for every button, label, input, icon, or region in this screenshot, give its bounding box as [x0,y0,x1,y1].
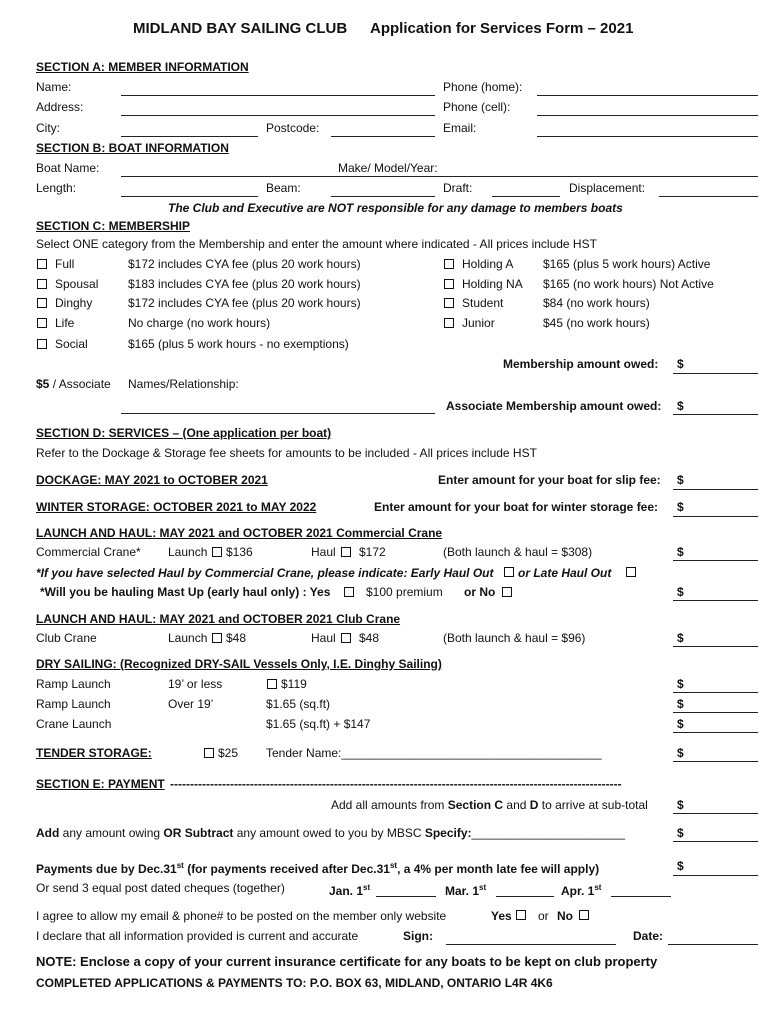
declare-text: I declare that all information provided is current and accurate [36,929,359,943]
mast-premium: $100 premium [366,585,443,599]
jan-sup: st [363,883,371,892]
associate-text: / Associate [49,377,111,391]
dry-row-1-amount-field[interactable] [673,692,758,693]
student-checkbox[interactable] [444,298,454,308]
holding-na-desc: $165 (no work hours) Not Active [543,277,714,291]
commercial-haul-price: $172 [359,545,386,559]
phone-home-field[interactable] [537,95,758,96]
commercial-launch-checkbox[interactable] [212,547,222,557]
mar-label [445,881,486,898]
winter-amount-field[interactable] [673,516,758,517]
dry-row-1-size: 19’ or less [168,677,223,691]
agree-yes-label: Yes [491,909,512,923]
section-d-title: SECTION D: SERVICES – (One application per boat) [36,426,332,440]
agree-text: I agree to allow my email & phone# to be posted on the member only website [36,909,447,923]
associate-dollar: $ [677,399,684,413]
mast-yes-checkbox[interactable] [344,587,354,597]
beam-field[interactable] [331,196,435,197]
insurance-note: NOTE: Enclose a copy of your current insurance certificate for any boats to be kept on club property [36,954,658,969]
social-desc: $165 (plus 5 work hours - no exemptions) [128,337,349,351]
commercial-crane-label: Commercial Crane* [36,545,141,559]
student-label: Student [462,296,504,310]
mar-cheque-field[interactable] [496,896,554,897]
names-relationship-field[interactable] [121,413,435,414]
due-sup: st [176,861,184,870]
life-label: Life [55,316,75,330]
displacement-field[interactable] [659,196,758,197]
club-name: MIDLAND BAY SAILING CLUB [133,20,348,37]
subtotal-pre: Add all amounts from [331,798,448,812]
social-checkbox[interactable] [37,339,47,349]
date-label: Date: [633,929,664,943]
holding-a-desc: $165 (plus 5 work hours) Active [543,257,711,271]
mast-no-label: or No [464,585,496,599]
apr-cheque-field[interactable] [611,896,671,897]
form-title: Application for Services Form – 2021 [370,20,634,37]
dockage-prompt: Enter amount for your boat for slip fee: [438,473,661,487]
tender-price: $25 [218,746,239,760]
holding-a-checkbox[interactable] [444,259,454,269]
mar-sup: st [479,883,487,892]
beam-label: Beam: [266,181,301,195]
club-dollar: $ [677,631,684,645]
adjustment-mid: any amount owing [59,826,164,840]
phone-cell-label: Phone (cell): [443,100,511,114]
or-subtract-word: OR Subtract [163,826,234,840]
holding-na-label: Holding NA [462,277,523,291]
associate-label [36,377,111,391]
subtotal-section-c: Section C [447,798,504,812]
commercial-haul-checkbox[interactable] [341,547,351,557]
agree-no-label: No [557,909,573,923]
city-field[interactable] [121,136,258,137]
life-checkbox[interactable] [37,318,47,328]
postcode-field[interactable] [331,136,435,137]
displacement-label: Displacement: [569,181,646,195]
adjustment-text [36,826,625,840]
associate-price: $5 [36,377,50,391]
commercial-haul-label: Haul [311,545,336,559]
full-label: Full [55,257,75,271]
commercial-dollar: $ [677,545,684,559]
membership-dollar: $ [677,357,684,371]
subtotal-section-d: D [529,798,539,812]
dry-row-2-type: Ramp Launch [36,697,111,711]
dry-row-3-type: Crane Launch [36,717,112,731]
specify-label: Specify: [424,826,472,840]
club-launch-checkbox[interactable] [212,633,222,643]
address-field[interactable] [121,115,435,116]
club-launch-price: $48 [226,631,247,645]
commercial-launch-label: Launch [168,545,208,559]
winter-title: WINTER STORAGE: OCTOBER 2021 to MAY 2022 [36,500,317,514]
dry-sailing-title: DRY SAILING: (Recognized DRY-SAIL Vessels Only, I.E. Dinghy Sailing) [36,657,442,671]
dry-row-1-dollar: $ [677,677,684,691]
club-crane-label: Club Crane [36,631,97,645]
tender-name-field[interactable]: Tender Name:_______________________________________ [266,746,602,760]
agree-yes-checkbox[interactable] [516,910,526,920]
membership-owed-label: Membership amount owed: [503,357,659,371]
dockage-dollar: $ [677,473,684,487]
sign-label: Sign: [403,929,433,943]
boat-name-label: Boat Name: [36,161,100,175]
adjustment-amount-field[interactable] [673,841,758,842]
section-c-title: SECTION C: MEMBERSHIP [36,219,191,233]
section-b-title: SECTION B: BOAT INFORMATION [36,141,229,155]
tender-title: TENDER STORAGE: [36,746,152,760]
mar-text: Mar. 1 [445,884,480,898]
dry-row-1-price: $119 [281,677,307,691]
late-sup: st [389,861,398,870]
dry-row-1-checkbox[interactable] [267,679,277,689]
spousal-checkbox[interactable] [37,279,47,289]
winter-dollar: $ [677,500,684,514]
section-a-title: SECTION A: MEMBER INFORMATION [36,60,249,74]
jan-text: Jan. 1 [329,884,364,898]
payment-amount-field[interactable] [673,875,758,876]
subtotal-post: to arrive at sub-total [538,798,648,812]
name-field[interactable] [121,95,435,96]
dry-row-2-size: Over 19’ [168,697,214,711]
draft-field[interactable] [492,196,560,197]
commercial-amount-field[interactable] [673,560,758,561]
full-desc: $172 includes CYA fee (plus 20 work hours) [128,257,361,271]
club-amount-field[interactable] [673,646,758,647]
mast-no-checkbox[interactable] [502,587,512,597]
city-label: City: [36,121,60,135]
full-checkbox[interactable] [37,259,47,269]
late-haul-checkbox[interactable] [626,567,636,577]
agree-or: or [538,909,549,923]
disclaimer: The Club and Executive are NOT responsible for any damage to members boats [168,201,623,215]
dry-row-2-amount-field[interactable] [673,712,758,713]
dry-row-2-price: $1.65 (sq.ft) [266,697,331,711]
junior-desc: $45 (no work hours) [543,316,650,330]
dinghy-desc: $172 includes CYA fee (plus 20 work hours) [128,296,361,310]
jan-cheque-field[interactable] [376,896,436,897]
dry-row-1-type: Ramp Launch [36,677,111,691]
mast-amount-field[interactable] [673,600,758,601]
launch-haul-commercial-title: LAUNCH AND HAUL: MAY 2021 and OCTOBER 2021 Commercial Crane [36,526,443,540]
dry-row-2-dollar: $ [677,697,684,711]
agree-no-checkbox[interactable] [579,910,589,920]
spousal-desc: $183 includes CYA fee (plus 20 work hours) [128,277,361,291]
add-word: Add [36,826,60,840]
length-field[interactable] [121,196,258,197]
boat-name-field[interactable] [121,176,758,177]
draft-label: Draft: [443,181,473,195]
dry-row-3-price: $1.65 (sq.ft) + $147 [266,717,371,731]
subtotal-text [331,798,648,812]
membership-amount-field[interactable] [673,373,758,374]
cheques-label: Or send 3 equal post dated cheques (together) [36,881,285,895]
club-both-note: (Both launch & haul = $96) [443,631,586,645]
payment-dollar: $ [677,859,684,873]
early-haul-checkbox[interactable] [504,567,514,577]
section-e-title: SECTION E: PAYMENT [36,777,165,791]
life-desc: No charge (no work hours) [128,316,271,330]
signature-field[interactable] [446,944,616,945]
late-haul-label: or Late Haul Out [518,566,612,580]
phone-cell-field[interactable] [537,115,758,116]
email-label: Email: [443,121,477,135]
late-post: , a 4% per month late fee will apply) [397,862,600,876]
club-haul-checkbox[interactable] [341,633,351,643]
dry-row-3-amount-field[interactable] [673,732,758,733]
address-label: Address: [36,100,84,114]
club-haul-label: Haul [311,631,336,645]
apr-sup: st [594,883,602,892]
social-label: Social [55,337,88,351]
specify-field[interactable]: _______________________ [471,826,626,840]
club-haul-price: $48 [359,631,380,645]
payments-due [36,859,599,876]
spousal-label: Spousal [55,277,99,291]
dockage-title: DOCKAGE: MAY 2021 to OCTOBER 2021 [36,473,268,487]
postcode-label: Postcode: [266,121,320,135]
payment-divider: ----------------------------------------------------------------------------------------------------------------- [170,777,622,791]
length-label: Length: [36,181,77,195]
dry-row-3-dollar: $ [677,717,684,731]
haul-note: *If you have selected Haul by Commercial Crane, please indicate: Early Haul Out [36,566,494,580]
dinghy-checkbox[interactable] [37,298,47,308]
subtotal-and: and [503,798,530,812]
names-relationship-label: Names/Relationship: [128,377,239,391]
date-field[interactable] [668,944,758,945]
apr-label [561,881,601,898]
launch-haul-club-title: LAUNCH AND HAUL: MAY 2021 and OCTOBER 2021 Club Crane [36,612,401,626]
associate-owed-label: Associate Membership amount owed: [446,399,662,413]
due-text: Payments due by Dec.31 [36,862,177,876]
dockage-amount-field[interactable] [673,489,758,490]
mailing-address: COMPLETED APPLICATIONS & PAYMENTS TO: P.O. BOX 63, MIDLAND, ONTARIO L4R 4K6 [36,976,553,990]
subtotal-amount-field[interactable] [673,813,758,814]
tender-amount-field[interactable] [673,761,758,762]
club-launch-label: Launch [168,631,208,645]
mast-dollar: $ [677,585,684,599]
membership-instructions: Select ONE category from the Membership and enter the amount where indicated - All prices include HST [36,237,597,251]
mast-question: *Will you be hauling Mast Up (early haul only) : Yes [40,585,331,599]
winter-prompt: Enter amount for your boat for winter storage fee: [374,500,659,514]
services-instructions: Refer to the Dockage & Storage fee sheets for amounts to be included - All prices include HST [36,446,537,460]
subtotal-dollar: $ [677,798,684,812]
commercial-both-note: (Both launch & haul = $308) [443,545,593,559]
holding-a-label: Holding A [462,257,514,271]
apr-text: Apr. 1 [561,884,595,898]
phone-home-label: Phone (home): [443,80,523,94]
student-desc: $84 (no work hours) [543,296,650,310]
adjustment-dollar: $ [677,826,684,840]
junior-label: Junior [462,316,495,330]
commercial-launch-price: $136 [226,545,253,559]
late-pre: (for payments received after Dec.31 [183,862,390,876]
email-field[interactable] [537,136,758,137]
associate-amount-field[interactable] [673,414,758,415]
dinghy-label: Dinghy [55,296,93,310]
jan-label [329,881,370,898]
holding-na-checkbox[interactable] [444,279,454,289]
junior-checkbox[interactable] [444,318,454,328]
adjustment-post: any amount owed to you by MBSC [233,826,425,840]
tender-dollar: $ [677,746,684,760]
make-label: Make/ Model/Year: [338,161,438,175]
tender-checkbox[interactable] [204,748,214,758]
name-label: Name: [36,80,72,94]
